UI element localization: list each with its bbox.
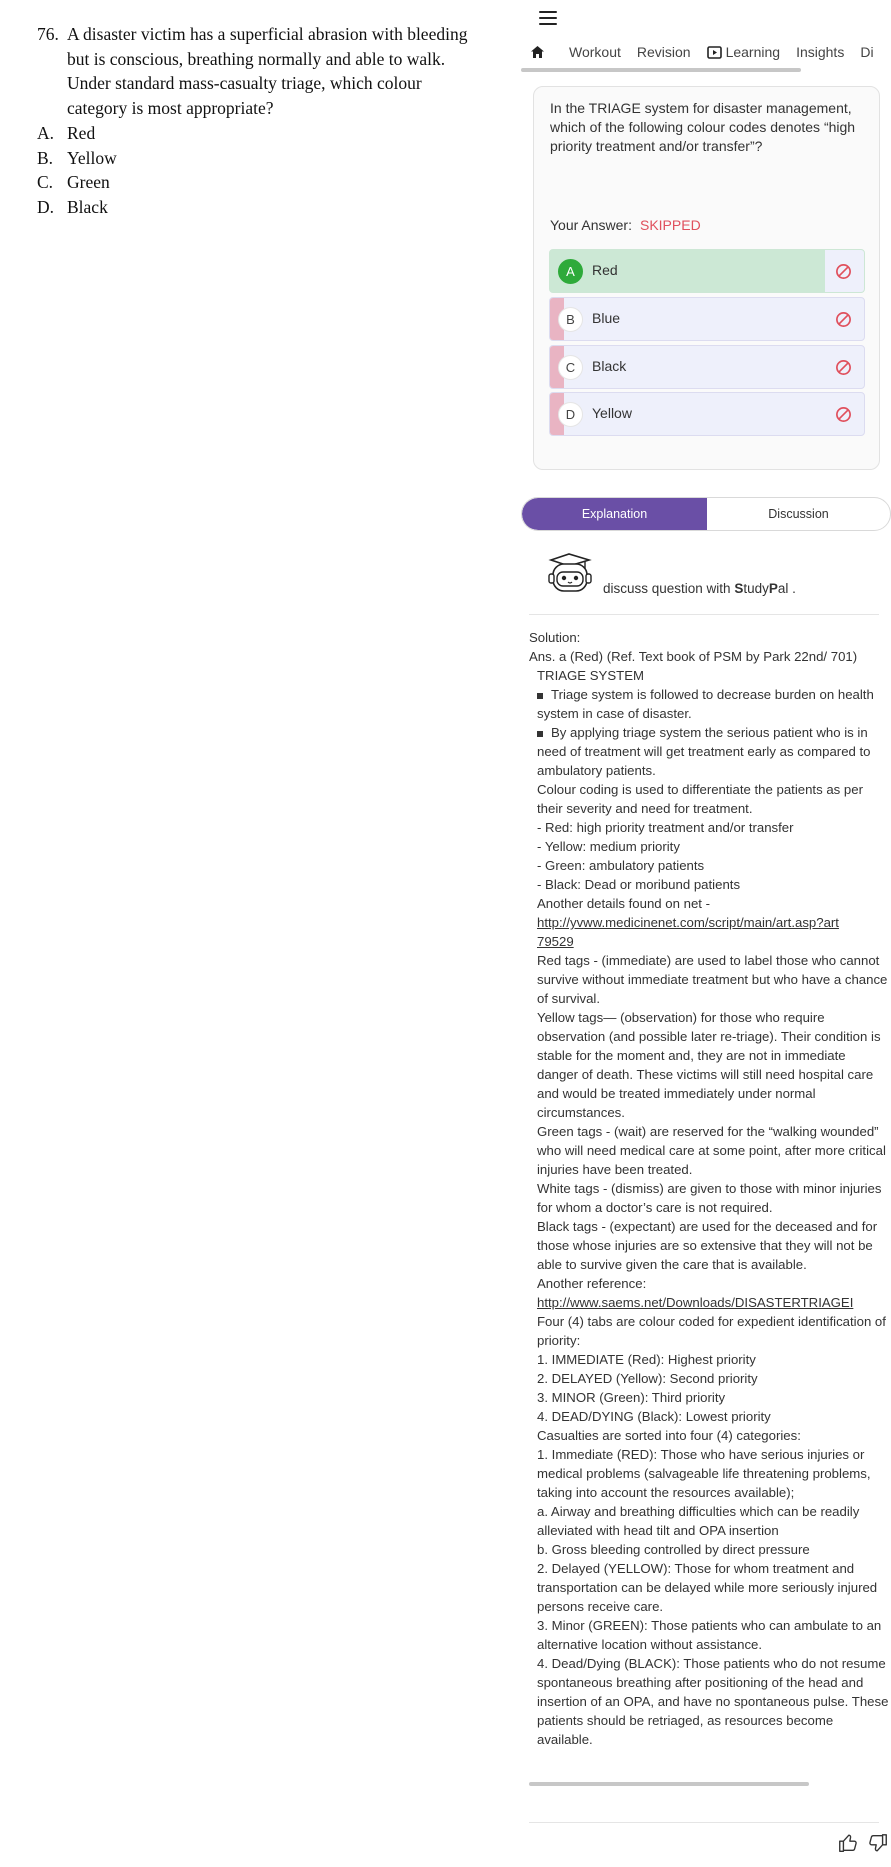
code-item: - Red: high priority treatment and/or transfer	[537, 820, 794, 835]
question-option-d: D. Black	[37, 196, 108, 217]
bullet-item: By applying triage system the serious patient who is in need of treatment will get treatment early as compared to ambulatory patients.	[537, 725, 871, 778]
ban-icon[interactable]	[835, 311, 852, 328]
question-text: A disaster victim has a superficial abrasion with bleeding but is conscious, breathing normally and able to walk. Under standard mass-casualty triage, which colour category is most appropriate?	[67, 24, 468, 118]
category-subitem: b. Gross bleeding controlled by direct pressure	[537, 1542, 810, 1557]
app-panel	[521, 0, 891, 1867]
option-letter-badge: C	[558, 355, 583, 380]
tab-revision[interactable]: Revision	[636, 44, 691, 60]
ban-icon[interactable]	[835, 263, 852, 280]
category-item: 1. Immediate (RED): Those who have serious injuries or medical problems (salvageable life threatening problems, taking into account the resources available);	[537, 1447, 871, 1500]
ban-icon[interactable]	[835, 359, 852, 376]
priority-item: 1. IMMEDIATE (Red): Highest priority	[537, 1352, 756, 1367]
divider	[529, 1822, 879, 1823]
question-card	[533, 86, 880, 470]
tab-learning[interactable]: Learning	[699, 38, 789, 66]
feedback-icons	[837, 1832, 889, 1854]
question-options	[37, 121, 117, 219]
paragraph: Yellow tags— (observation) for those who require observation (and possible later re-triage). Their condition is stable for the moment and, they are not in immediate danger of death. These victims will still need hospital care and would be treated immediately under normal circumstances.	[537, 1010, 881, 1120]
paragraph: Black tags - (expectant) are used for the deceased and for those whose injuries are so extensive that they will not be able to survive given the care that is available.	[537, 1219, 878, 1272]
solution-body	[529, 628, 889, 1749]
thumbs-up-icon[interactable]	[837, 1832, 859, 1854]
answer-option-c[interactable]	[549, 345, 865, 389]
priority-item: 3. MINOR (Green): Third priority	[537, 1390, 726, 1405]
question-option-b: B. Yellow	[37, 147, 117, 168]
question-number: 76.	[37, 24, 59, 44]
answer-option-b[interactable]	[549, 297, 865, 341]
paragraph: Another details found on net -	[537, 896, 711, 911]
card-question-text: In the TRIAGE system for disaster management, which of the following colour codes denotes “high priority treatment and/or transfer”?	[550, 100, 856, 154]
tabs-scroll-indicator[interactable]	[521, 68, 801, 72]
thumbs-down-icon[interactable]	[867, 1832, 889, 1854]
question-stem	[37, 22, 477, 120]
play-box-icon	[707, 46, 722, 59]
your-answer	[550, 217, 701, 233]
tab-home[interactable]	[521, 38, 556, 66]
option-letter-badge: B	[558, 307, 583, 332]
option-label: Blue	[592, 310, 621, 326]
priority-item: 2. DELAYED (Yellow): Second priority	[537, 1371, 758, 1386]
option-letter-badge: D	[558, 402, 583, 427]
ban-icon[interactable]	[835, 406, 852, 423]
category-subitem: a. Airway and breathing difficulties which can be readily alleviated with head tilt and OPA insertion	[537, 1504, 860, 1538]
category-item: 4. Dead/Dying (BLACK): Those patients who do not resume spontaneous breathing after positioning of the head and insertion of an OPA, and have no spontaneous pulse. These patients should be retriaged, as resources become available.	[537, 1656, 889, 1747]
answer-option-d[interactable]	[549, 392, 865, 436]
solution-heading: TRIAGE SYSTEM	[537, 668, 644, 683]
question-option-a: A. Red	[37, 123, 96, 143]
category-item: 3. Minor (GREEN): Those patients who can ambulate to an alternative location without assistance.	[537, 1618, 882, 1652]
solution-title: Solution:	[529, 630, 581, 645]
answer-option-a[interactable]	[549, 249, 865, 293]
bullet-item: Triage system is followed to decrease burden on health system in case of disaster.	[537, 687, 874, 721]
explanation-discussion-toggle	[521, 497, 891, 531]
code-item: - Green: ambulatory patients	[537, 858, 705, 873]
paragraph: Four (4) tabs are colour coded for expedient identification of priority:	[537, 1314, 886, 1348]
tab-workout[interactable]: Workout	[569, 44, 621, 60]
option-letter-badge: A	[558, 259, 583, 284]
priority-item: 4. DEAD/DYING (Black): Lowest priority	[537, 1409, 771, 1424]
tab-di[interactable]: Di	[860, 44, 874, 60]
question-option-c: C. Green	[37, 172, 110, 192]
code-item: - Yellow: medium priority	[537, 839, 680, 854]
option-label: Black	[592, 358, 627, 374]
option-label: Yellow	[592, 405, 632, 421]
code-item: - Black: Dead or moribund patients	[537, 877, 741, 892]
your-answer-label: Your Answer:	[550, 217, 632, 233]
studypal-text: discuss question with StudyPal .	[603, 581, 796, 596]
hamburger-icon[interactable]	[539, 11, 557, 25]
studypal-mascot-icon	[541, 551, 597, 595]
option-label: Red	[592, 262, 618, 278]
paragraph: White tags - (dismiss) are given to those with minor injuries for whom a doctor’s care is not required.	[537, 1181, 882, 1215]
horizontal-scrollbar[interactable]	[529, 1782, 809, 1786]
reference-link-2[interactable]: http://www.saems.net/Downloads/DISASTERTRIAGEI	[537, 1295, 854, 1310]
answer-line: Ans. a (Red) (Ref. Text book of PSM by Park 22nd/ 701)	[529, 649, 858, 664]
paragraph: Another reference:	[537, 1276, 647, 1291]
tab-insights[interactable]: Insights	[796, 44, 845, 60]
home-icon	[530, 45, 545, 59]
paragraph: Red tags - (immediate) are used to label those who cannot survive without immediate treatment but who have a chance of survival.	[537, 953, 888, 1006]
reference-link-1[interactable]: http://yvww.medicinenet.com/script/main/art.asp?art 79529	[537, 915, 839, 949]
your-answer-value: SKIPPED	[639, 217, 701, 233]
paragraph: Casualties are sorted into four (4) categories:	[537, 1428, 801, 1443]
paragraph: Green tags - (wait) are reserved for the “walking wounded” who will need medical care at some point, after more critical injuries have been treated.	[537, 1124, 886, 1177]
paragraph: Colour coding is used to differentiate the patients as per their severity and need for treatment.	[537, 782, 863, 816]
tab-discussion[interactable]: Discussion	[768, 507, 829, 521]
studypal-cta[interactable]	[541, 551, 881, 601]
tab-explanation[interactable]: Explanation	[522, 498, 707, 530]
divider	[529, 614, 879, 615]
nav-tabs	[521, 38, 891, 66]
category-item: 2. Delayed (YELLOW): Those for whom treatment and transportation can be delayed while more seriously injured persons receive care.	[537, 1561, 878, 1614]
